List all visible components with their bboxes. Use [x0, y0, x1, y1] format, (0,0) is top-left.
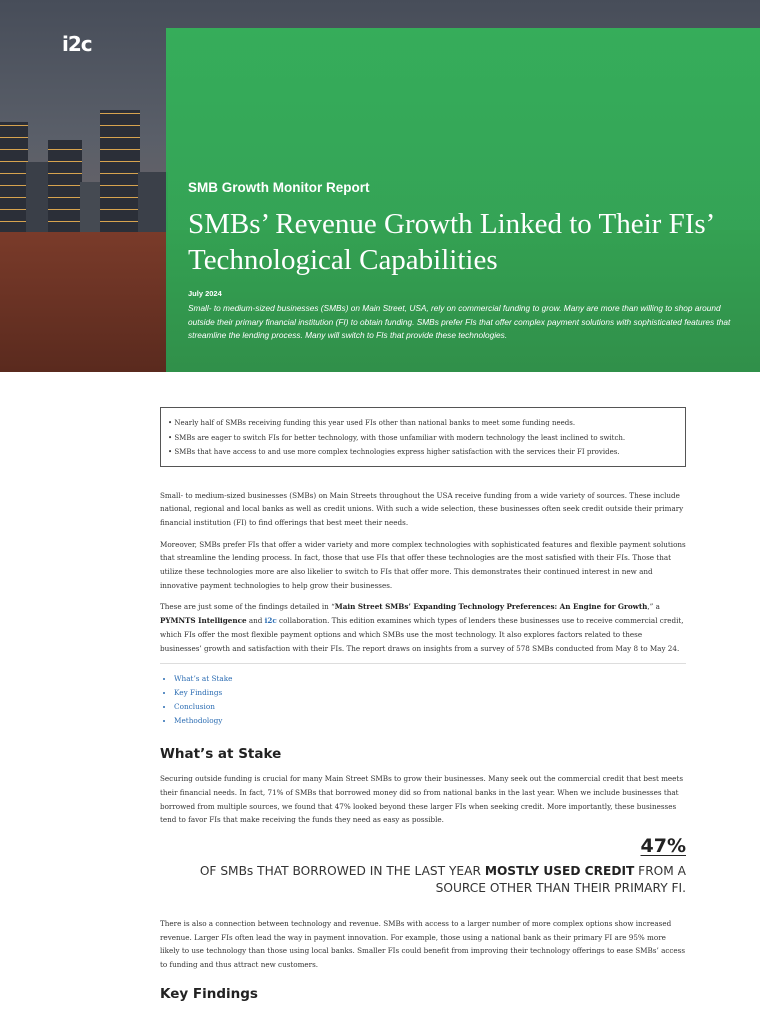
text-run: and — [246, 616, 265, 626]
publish-date: July 2024 — [188, 289, 222, 298]
text-run: OF SMBs THAT BORROWED IN THE LAST YEAR — [199, 864, 485, 879]
text-run: FROM A SOURCE OTHER THAN THEIR PRIMARY FI. — [435, 864, 686, 896]
divider — [160, 663, 686, 664]
paragraph: Small- to medium-sized businesses (SMBs) on Main Streets throughout the USA receive funding from a wide variety of sources. These include national, regional and local banks as well as credit unions. With such a wide selection, these businesses often seek credit outside their primary financial institution (FI) to find offerings that best meet their needs. — [160, 490, 684, 527]
i2c-logo[interactable] — [62, 32, 92, 56]
stat-callout — [160, 835, 686, 897]
key-point: • SMBs that have access to and use more complex technologies express higher satisfaction with the services their FI provides. — [168, 448, 620, 456]
stat-value: 47% — [640, 835, 686, 858]
report-title-link[interactable]: Main Street SMBs’ Expanding Technology Preferences: An Engine for Growth — [334, 602, 648, 612]
section-heading-whats-at-stake: What’s at Stake — [160, 746, 282, 763]
stat-caption — [156, 863, 686, 897]
text-run: These are just some of the findings detailed in “ — [160, 602, 335, 612]
toc-link-methodology[interactable]: • Methodology — [174, 714, 686, 728]
paragraph: There is also a connection between technology and revenue. SMBs with access to a larger number of more complex options show increased revenue. Larger FIs often lead the way in payment innovation. For example, those using a national bank as their primary FI are 95% more likely to use technology than those using local banks. Smaller FIs could benefit from improving their technology offerings to ease SMBs’ access to funding and thus attract new customers. — [160, 919, 686, 970]
report-series-label: SMB Growth Monitor Report — [188, 180, 370, 195]
toc-link-whats-at-stake[interactable]: • What’s at Stake — [174, 672, 686, 686]
key-point: • Nearly half of SMBs receiving funding this year used FIs other than national banks to meet some funding needs. — [168, 419, 576, 427]
text-run: collaboration. This edition examines which types of lenders these businesses use to receive commercial credit, which FIs offer the most flexible payment options and which SMBs use the most technology. It also explores factors related to these businesses’ growth and satisfaction with their FIs. The report draws on insights from a survey of 578 SMBs conducted from May 8 to May 24. — [160, 616, 684, 653]
key-points-box — [160, 407, 686, 467]
logo-text: i2c — [62, 32, 92, 56]
section-heading-key-findings: Key Findings — [160, 985, 258, 1002]
key-point: • SMBs are eager to switch FIs for better technology, with those unfamiliar with modern technology the least inclined to switch. — [168, 433, 626, 442]
paragraph — [160, 600, 686, 655]
text-run: ,” a — [647, 602, 660, 612]
page-title: SMBs’ Revenue Growth Linked to Their FIs’ Technological Capabilities — [188, 208, 714, 276]
pymnts-intelligence-link[interactable]: PYMNTS Intelligence — [160, 616, 247, 626]
hero-intro: Small- to medium-sized businesses (SMBs) on Main Street, USA, rely on commercial funding to grow. Many are more than willing to shop around outside their primary financial institution (FI) to obtain funding. SMBs prefer FIs that offer complex payment solutions with sophisticated features that streamline the lending process. Many will switch to FIs that provide these technologies. — [188, 303, 731, 340]
hero-banner — [0, 0, 760, 372]
brick-building — [0, 232, 166, 372]
i2c-link[interactable]: i2c — [264, 616, 277, 626]
toc-link-conclusion[interactable]: • Conclusion — [174, 700, 686, 714]
toc-link-key-findings[interactable]: • Key Findings — [174, 686, 686, 700]
paragraph: Moreover, SMBs prefer FIs that offer a wider variety and more complex technologies with sophisticated features and flexible payment solutions that streamline the lending process. In fact, those that use FIs that offer these technologies are the most satisfied with their FIs. Those that utilize these technologies more are also likelier to switch to FIs that offer more. This demonstrates their continued interest in new and innovative payment technologies to help grow their businesses. — [160, 539, 686, 590]
table-of-contents — [160, 672, 686, 728]
article-body — [160, 407, 686, 1012]
stat-emphasis: MOSTLY USED CREDIT — [484, 864, 635, 879]
paragraph: Securing outside funding is crucial for many Main Street SMBs to grow their businesses. Many seek out the commercial credit that best meets their financial needs. In fact, 71% of SMBs that borrowed money did so from national banks in the last year. When we include businesses that borrowed from multiple sources, we found that 47% looked beyond these larger FIs when seeking credit. More importantly, these businesses tend to favor FIs that make receiving the funds they need as easy as possible. — [160, 774, 684, 825]
